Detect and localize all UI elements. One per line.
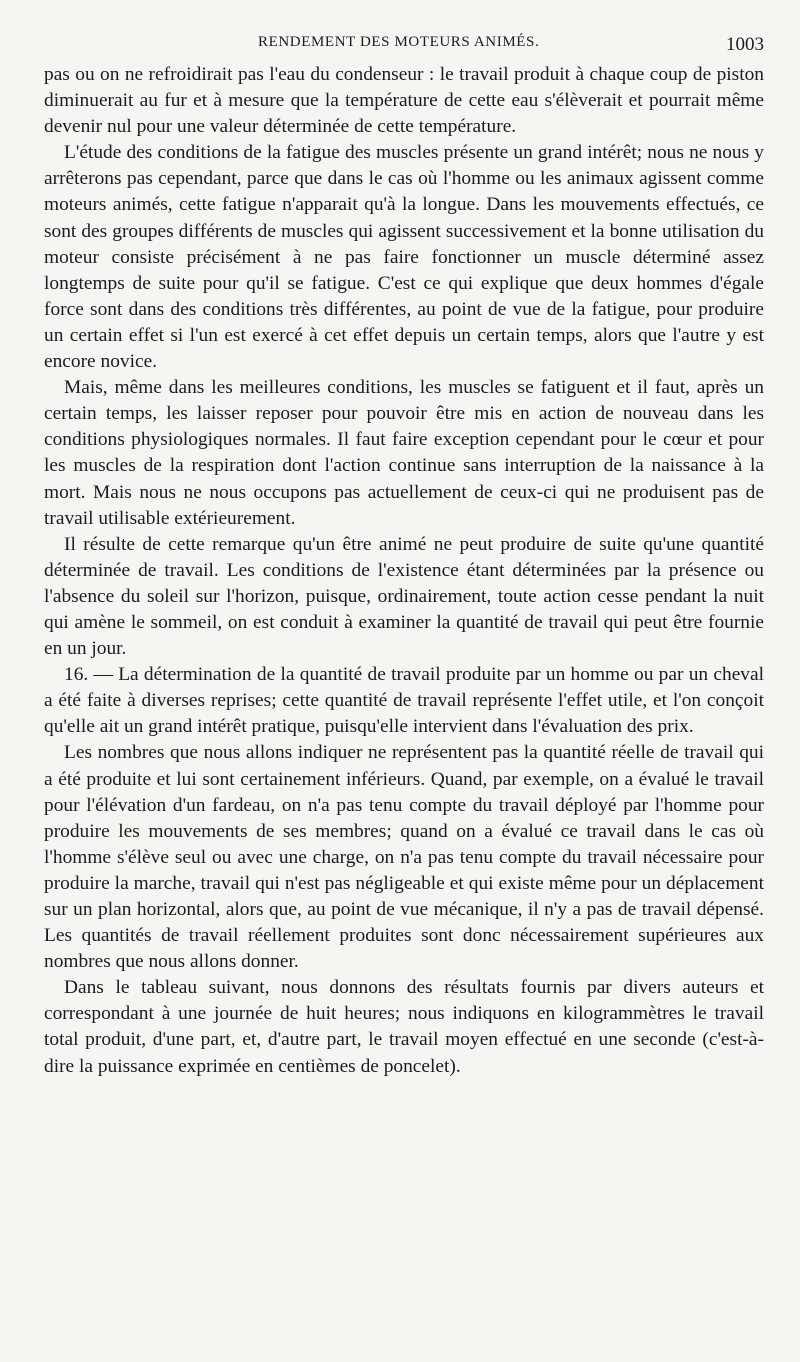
body-text — [44, 62, 764, 1080]
running-title: RENDEMENT DES MOTEURS ANIMÉS. — [258, 34, 540, 50]
paragraph-table-intro: Dans le tableau suivant, nous donnons des résultats fournis par divers auteurs et correspondant à une journée de huit heures; nous indiquons en kilogrammètres le travail total produit, d'une part, et, d'autre part, le travail moyen effectué en une seconde (c'est-à-dire la puissance exprimée en centièmes de poncelet). — [44, 977, 764, 1077]
paragraph-continued: pas ou on ne refroidirait pas l'eau du condenseur : le travail produit à chaque coup de piston diminuerait au fur et à mesure que la température de cette eau s'élèverait et pourrait même devenir nul pour une valeur déterminée de cette température. — [44, 64, 764, 138]
running-header — [0, 30, 800, 60]
paragraph-rest: Mais, même dans les meilleures conditions, les muscles se fatiguent et il faut, après un certain temps, les laisser reposer pour pouvoir être mis en action de nouveau dans les conditions physiologiques normales. Il faut faire exception cependant pour le cœur et pour les muscles de la respiration dont l'action continue sans interruption de la naissance à la mort. Mais nous ne nous occupons pas actuellement de ceux-ci qui ne produisent pas de travail utilisable extérieurement. — [44, 377, 764, 529]
paragraph-fatigue: L'étude des conditions de la fatigue des muscles présente un grand intérêt; nous ne nous y arrêterons pas cependant, parce que dans le cas où l'homme ou les animaux agissent comme moteurs animés, cette fatigue n'apparait qu'à la longue. Dans les mouvements effectués, ce sont des groupes différents de muscles qui agissent successivement et la bonne utilisation du moteur consiste précisément à ne pas faire fonctionner un muscle déterminé assez longtemps de suite pour qu'il se fatigue. C'est ce qui explique que deux hommes d'égale force sont dans des conditions très différentes, au point de vue de la fatigue, pour produire un certain effet si l'un est exercé à cet effet depuis un certain temps, alors que l'autre y est encore novice. — [44, 142, 764, 373]
page-number: 1003 — [726, 34, 764, 55]
paragraph-numbers: Les nombres que nous allons indiquer ne représentent pas la quantité réelle de travail qui a été produite et lui sont certainement inférieurs. Quand, par exemple, on a évalué le travail pour l'élévation d'un fardeau, on n'a pas tenu compte du travail déployé par l'homme pour produire les mouvements de ses membres; quand on a évalué ce travail dans le cas où l'homme s'élève seul ou avec une charge, on n'a pas tenu compte du travail nécessaire pour produire la marche, travail qui n'est pas négligeable et qui existe même pour un déplacement sur un plan horizontal, alors que, au point de vue mécanique, il n'y a pas de travail dépensé. Les quantités de travail réellement produites sont donc nécessairement supérieures aux nombres que nous allons donner. — [44, 742, 764, 973]
section-16-paragraph: 16. — La détermination de la quantité de travail produite par un homme ou par un cheval a été faite à diverses reprises; cette quantité de travail représente l'effet utile, et l'on conçoit qu'elle ait un grand intérêt pratique, puisqu'elle intervient dans l'évaluation des prix. — [44, 664, 764, 738]
paragraph-daily-work: Il résulte de cette remarque qu'un être animé ne peut produire de suite qu'une quantité déterminée de travail. Les conditions de l'existence étant déterminées par la présence ou l'absence du soleil sur l'horizon, puisque, ordinairement, toute action cesse pendant la nuit qui amène le sommeil, on est conduit à examiner la quantité de travail qui peut être fournie en un jour. — [44, 533, 764, 660]
